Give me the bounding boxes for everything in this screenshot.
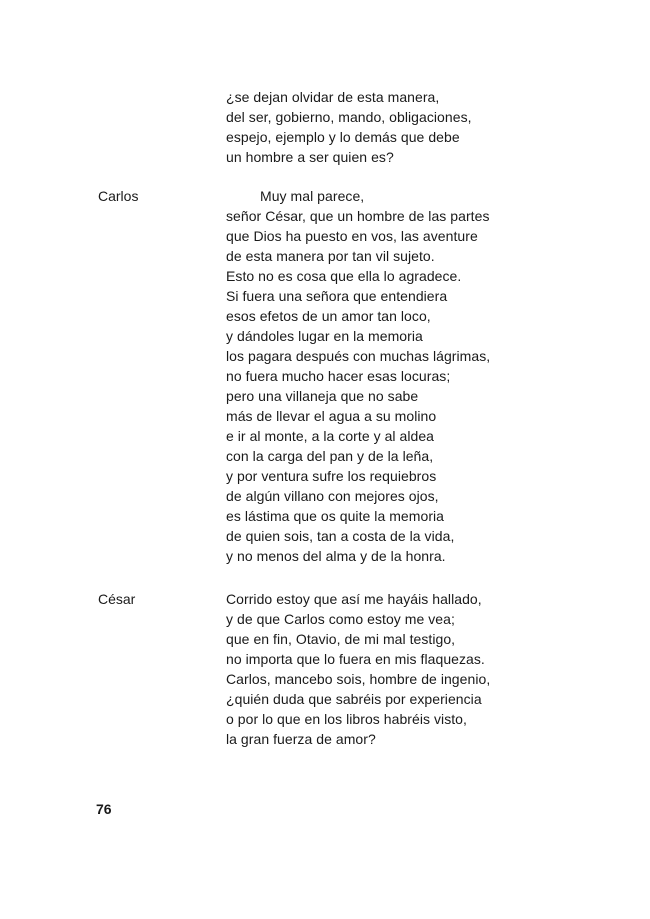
- verse-line: e ir al monte, a la corte y al aldea: [226, 428, 435, 444]
- verse-line: esos efetos de un amor tan loco,: [226, 308, 431, 324]
- verse-line: que Dios ha puesto en vos, las aventure: [226, 228, 478, 244]
- verse-line: señor César, que un hombre de las partes: [226, 208, 490, 224]
- verse-lines: [226, 186, 490, 566]
- verse-line: Si fuera una señora que entendiera: [226, 288, 448, 304]
- verse-line: Carlos, mancebo sois, hombre de ingenio,: [226, 671, 491, 687]
- verse-line: y por ventura sufre los requiebros: [226, 468, 437, 484]
- verse-line: ¿quién duda que sabréis por experiencia: [226, 691, 482, 707]
- page-number: 76: [96, 801, 112, 817]
- verse-line: no fuera mucho hacer esas locuras;: [226, 368, 451, 384]
- verse-line: es lástima que os quite la memoria: [226, 508, 445, 524]
- verse-line: o por lo que en los libros habréis visto,: [226, 711, 467, 727]
- verse-line: y de que Carlos como estoy me vea;: [226, 611, 455, 627]
- verse-line: ¿se dejan olvidar de esta manera,: [226, 89, 440, 105]
- verse-line: un hombre a ser quien es?: [226, 149, 394, 165]
- verse-line: los pagara después con muchas lágrimas,: [226, 348, 491, 364]
- verse-line: de esta manera por tan vil sujeto.: [226, 248, 435, 264]
- verse-line: que en fin, Otavio, de mi mal testigo,: [226, 631, 456, 647]
- speaker-name: Carlos: [98, 188, 139, 204]
- verse-line: la gran fuerza de amor?: [226, 731, 376, 747]
- verse-line: de algún villano con mejores ojos,: [226, 488, 439, 504]
- verse-line: y no menos del alma y de la honra.: [226, 548, 446, 564]
- verse-line: pero una villaneja que no sabe: [226, 388, 419, 404]
- speaker-name: César: [98, 591, 136, 607]
- verse-line: y dándoles lugar en la memoria: [226, 328, 423, 344]
- verse-line: Corrido estoy que así me hayáis hallado,: [226, 591, 482, 607]
- verse-line: Esto no es cosa que ella lo agradece.: [226, 268, 462, 284]
- verse-lines: [226, 87, 472, 167]
- verse-line: de quien sois, tan a costa de la vida,: [226, 528, 455, 544]
- verse-line: más de llevar el agua a su molino: [226, 408, 437, 424]
- verse-line: con la carga del pan y de la leña,: [226, 448, 434, 464]
- verse-line: del ser, gobierno, mando, obligaciones,: [226, 109, 472, 125]
- verse-line: Muy mal parece,: [260, 188, 365, 204]
- verse-lines: [226, 589, 490, 749]
- verse-line: no importa que lo fuera en mis flaquezas.: [226, 651, 485, 667]
- verse-line: espejo, ejemplo y lo demás que debe: [226, 129, 460, 145]
